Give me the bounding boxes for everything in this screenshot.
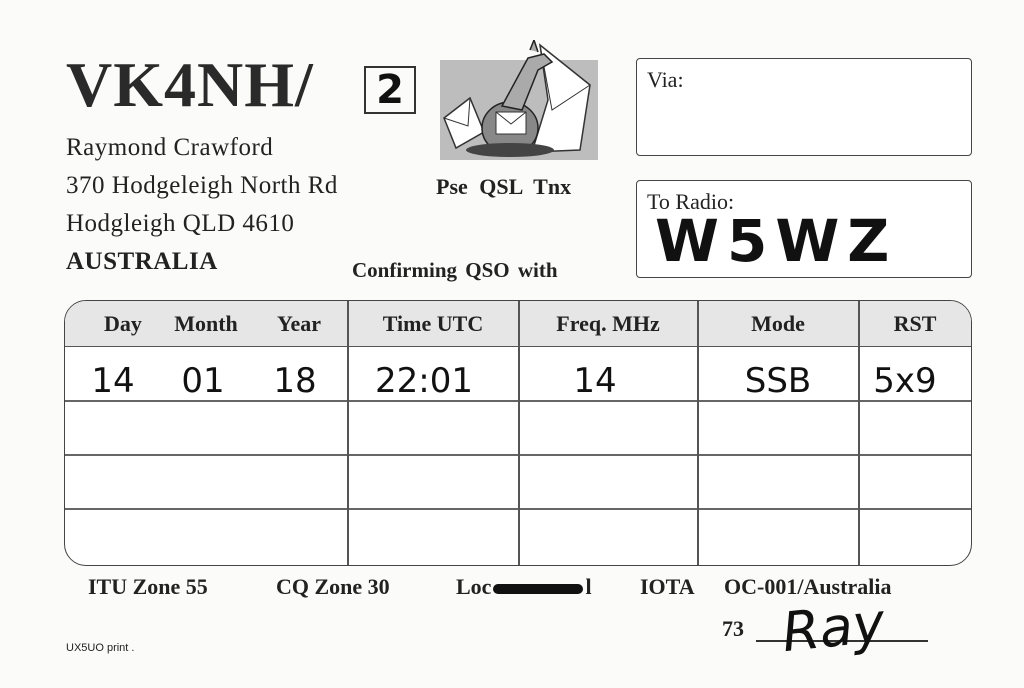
cell-mode: SSB (744, 361, 812, 401)
cell-freq: 14 (573, 361, 617, 401)
to-radio-callsign: W5WZ (655, 207, 898, 275)
qso-table (64, 300, 972, 566)
header-mode: Mode (751, 311, 805, 336)
cell-day: 14 (91, 361, 135, 401)
locator (456, 574, 592, 600)
operator-country: AUSTRALIA (66, 248, 218, 275)
confirming-qso-label: Confirming QSO with (352, 258, 558, 282)
pse-qsl-tnx: Pse QSL Tnx (436, 174, 572, 199)
cell-rst: 5x9 (873, 361, 937, 401)
to-radio-label: To Radio: (647, 189, 735, 214)
via-box (636, 58, 972, 156)
column-divider (697, 301, 699, 565)
operator-street: 370 Hodgeleigh North Rd (66, 172, 338, 199)
cq-zone: CQ Zone 30 (276, 574, 390, 599)
column-divider (347, 301, 349, 565)
iota-label: IOTA (640, 574, 695, 599)
cell-year: 18 (273, 361, 317, 401)
locator-redaction (493, 584, 583, 594)
header-rst: RST (893, 311, 937, 336)
printer-credit: UX5UO print . (66, 642, 135, 654)
operator-name: Raymond Crawford (66, 134, 274, 161)
portable-area-box (364, 66, 416, 114)
cell-time: 22:01 (375, 361, 473, 401)
cell-month: 01 (181, 361, 225, 401)
header-freq: Freq. MHz (556, 311, 660, 336)
via-label: Via: (647, 67, 684, 92)
header-year: Year (277, 311, 321, 336)
kangaroo-logo (440, 40, 598, 160)
locator-tail: l (585, 574, 592, 599)
operator-city: Hodgleigh QLD 4610 (66, 210, 295, 237)
signature: Ray (778, 590, 888, 665)
header-time-utc: Time UTC (382, 311, 484, 336)
locator-label: Loc (456, 574, 492, 599)
header-month: Month (174, 311, 238, 336)
column-divider (858, 301, 860, 565)
iota-reference: OC-001/Australia (724, 574, 892, 599)
header-day: Day (104, 311, 142, 336)
seventy-three: 73 (722, 616, 744, 641)
portable-digit: 2 (376, 67, 404, 113)
itu-zone: ITU Zone 55 (88, 574, 208, 599)
callsign: VK4NH/ (66, 49, 314, 120)
to-radio-box (636, 180, 972, 278)
column-divider (518, 301, 520, 565)
